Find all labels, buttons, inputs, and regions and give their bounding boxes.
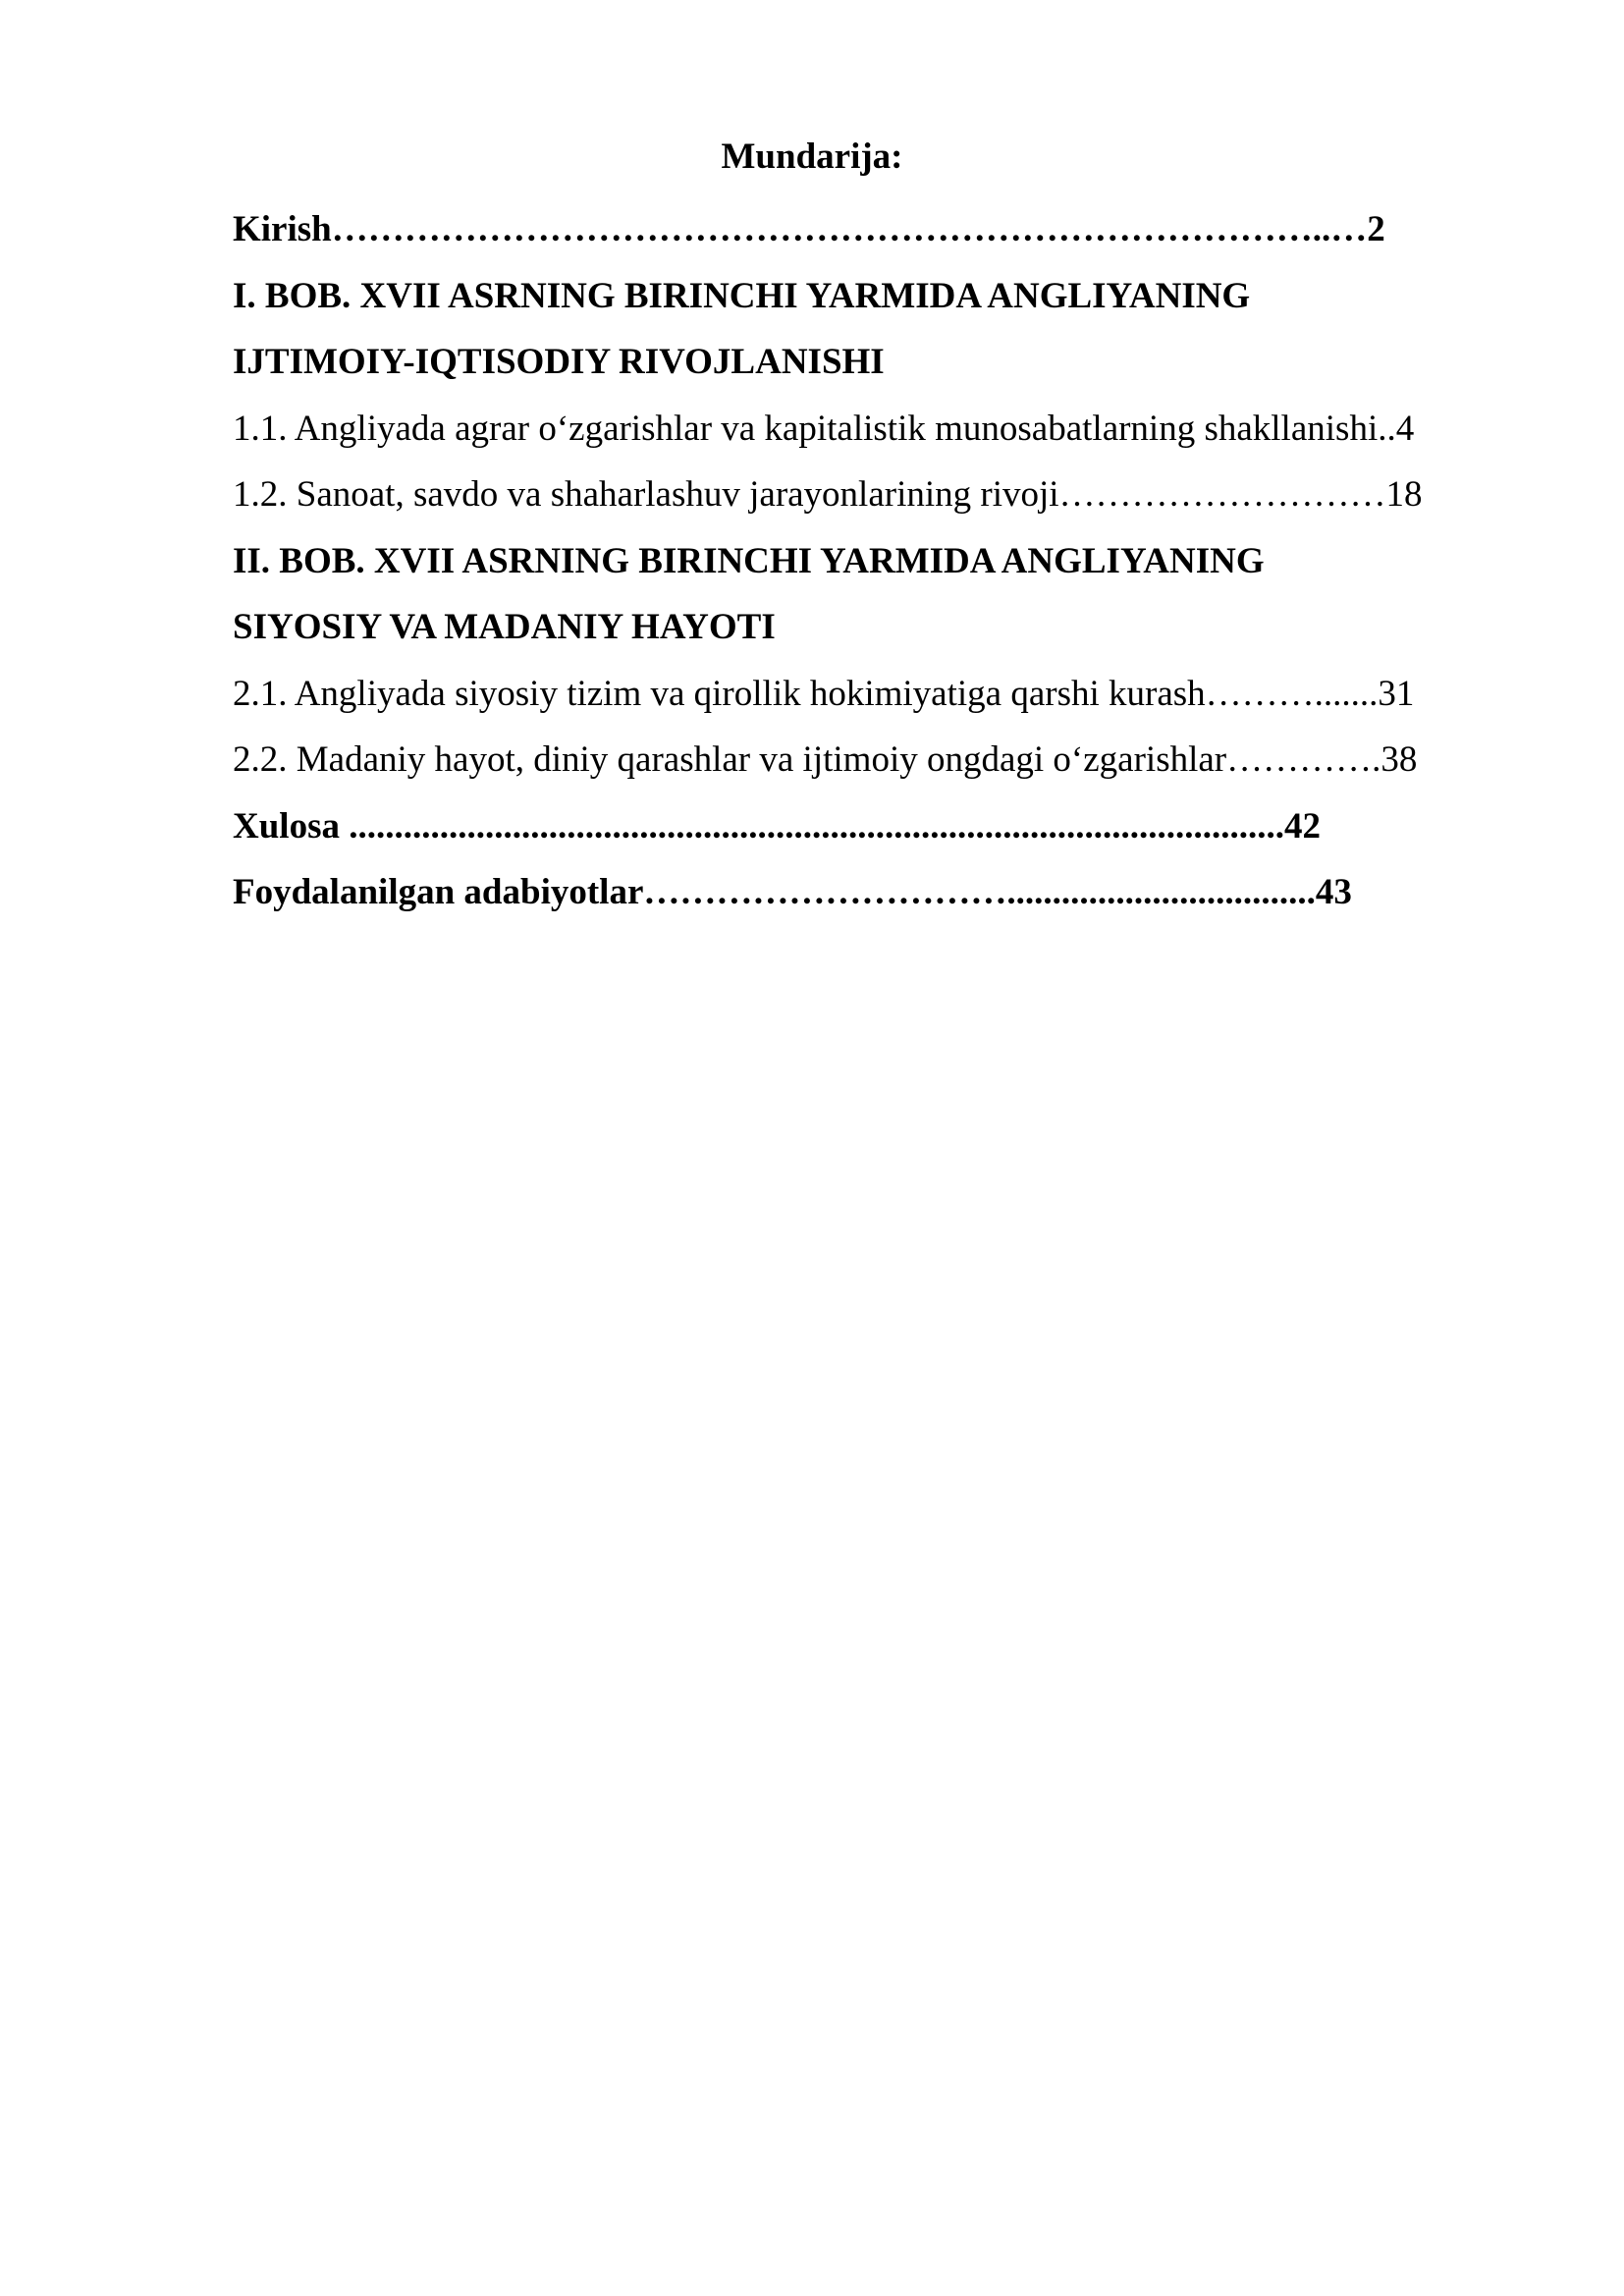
toc-entry-1-1: 1.1. Angliyada agrar o‘zgarishlar va kapitalistik munosabatlarning shakllanishi..4 <box>233 408 1415 449</box>
toc-entry-kirish: Kirish………………………………………………………………………..…2 <box>233 209 1385 249</box>
toc-chapter-1-heading-line-2: IJTIMOIY-IQTISODIY RIVOJLANISHI <box>233 342 885 382</box>
toc-chapter-1-heading-line-1: I. BOB. XVII ASRNING BIRINCHI YARMIDA ANGLIYANING <box>233 275 1251 316</box>
toc-title: Mundarija: <box>721 137 903 177</box>
toc-entry-adabiyotlar: Foydalanilgan adabiyotlar…………………………..................................43 <box>233 872 1352 912</box>
toc-entry-2-1: 2.1. Angliyada siyosiy tizim va qirollik hokimiyatiga qarshi kurash……….......31 <box>233 673 1415 714</box>
toc-chapter-2-heading-line-2: SIYOSIY VA MADANIY HAYOTI <box>233 607 776 647</box>
toc-entry-xulosa: Xulosa .......................................................................................................42 <box>233 805 1321 847</box>
toc-entry-1-2: 1.2. Sanoat, savdo va shaharlashuv jarayonlarining rivoji………………………18 <box>233 474 1423 515</box>
toc-chapter-2-heading-line-1: II. BOB. XVII ASRNING BIRINCHI YARMIDA ANGLIYANING <box>233 540 1265 581</box>
toc-entry-2-2: 2.2. Madaniy hayot, diniy qarashlar va ijtimoiy ongdagi o‘zgarishlar………….38 <box>233 739 1418 780</box>
table-of-contents <box>233 208 1488 938</box>
